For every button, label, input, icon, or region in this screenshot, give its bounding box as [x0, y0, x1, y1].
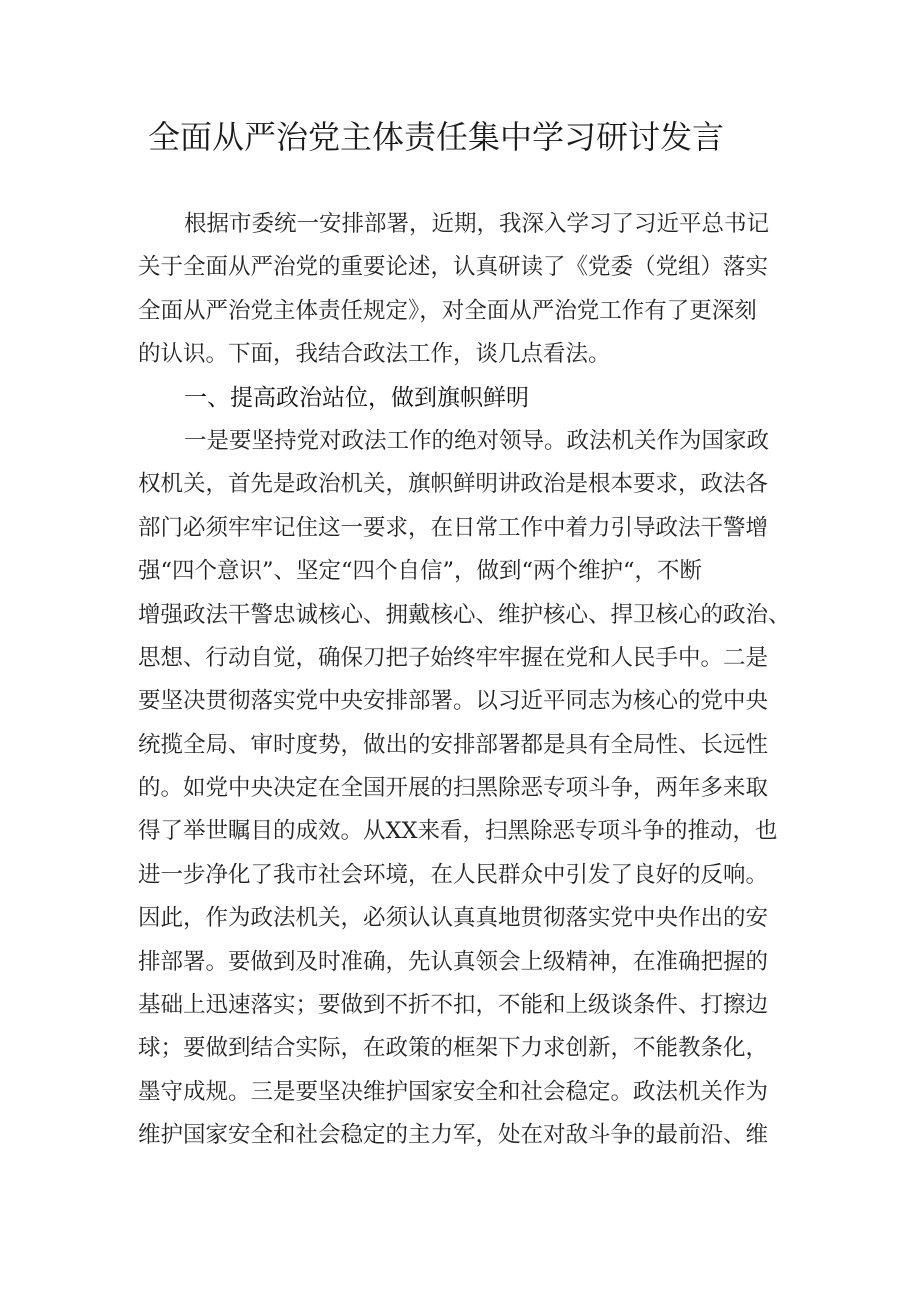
paragraph-line: 球；要做到结合实际，在政策的框架下力求创新，不能教条化，	[138, 1035, 769, 1061]
paragraph-line: 关于全面从严治党的重要论述，认真研读了《党委（党组）落实	[138, 254, 769, 280]
paragraph-line: 强“四个意识”、坚定“四个自信”，做到“两个维护“，不断	[138, 558, 703, 584]
paragraph-line: 统揽全局、审时度势，做出的安排部署都是具有全局性、长远性	[138, 732, 769, 758]
paragraph-line: 要坚决贯彻落实党中央安排部署。以习近平同志为核心的党中央	[138, 688, 769, 714]
section-heading: 一、提高政治站位，做到旗帜鲜明	[184, 385, 529, 411]
paragraph-line: 一是要坚持党对政法工作的绝对领导。政法机关作为国家政	[184, 428, 770, 454]
paragraph-line: 墨守成规。三是要坚决维护国家安全和社会稳定。政法机关作为	[138, 1079, 769, 1105]
paragraph-line: 全面从严治党主体责任规定》，对全面从严治党工作有了更深刻	[138, 298, 757, 324]
paragraph-line: 的认识。下面，我结合政法工作，谈几点看法。	[138, 341, 611, 367]
paragraph-line: 思想、行动自觉，确保刀把子始终牢牢握在党和人民手中。二是	[138, 645, 769, 671]
paragraph-line: 排部署。要做到及时准确，先认真领会上级精神，在准确把握的	[138, 949, 769, 975]
paragraph-line: 进一步净化了我市社会环境，在人民群众中引发了良好的反响。	[138, 862, 769, 888]
paragraph-line: 维护国家安全和社会稳定的主力军，处在对敌斗争的最前沿、维	[138, 1122, 769, 1148]
paragraph-line: 权机关，首先是政治机关，旗帜鲜明讲政治是根本要求，政法各	[138, 471, 769, 497]
paragraph-line: 根据市委统一安排部署，近期，我深入学习了习近平总书记	[184, 211, 770, 237]
document-title: 全面从严治党主体责任集中学习研讨发言	[148, 118, 725, 156]
paragraph-line: 因此，作为政法机关，必须认认真真地贯彻落实党中央作出的安	[138, 905, 769, 931]
paragraph-line: 增强政法干警忠诚核心、拥戴核心、维护核心、捍卫核心的政治、	[138, 602, 791, 628]
paragraph-line: 部门必须牢牢记住这一要求，在日常工作中着力引导政法干警增	[138, 515, 769, 541]
paragraph-line: 的。如党中央决定在全国开展的扫黑除恶专项斗争，两年多来取	[138, 775, 769, 801]
paragraph-line: 得了举世瞩目的成效。从XX来看，扫黑除恶专项斗争的推动，也	[138, 818, 778, 844]
paragraph-line: 基础上迅速落实；要做到不折不扣，不能和上级谈条件、打擦边	[138, 992, 769, 1018]
